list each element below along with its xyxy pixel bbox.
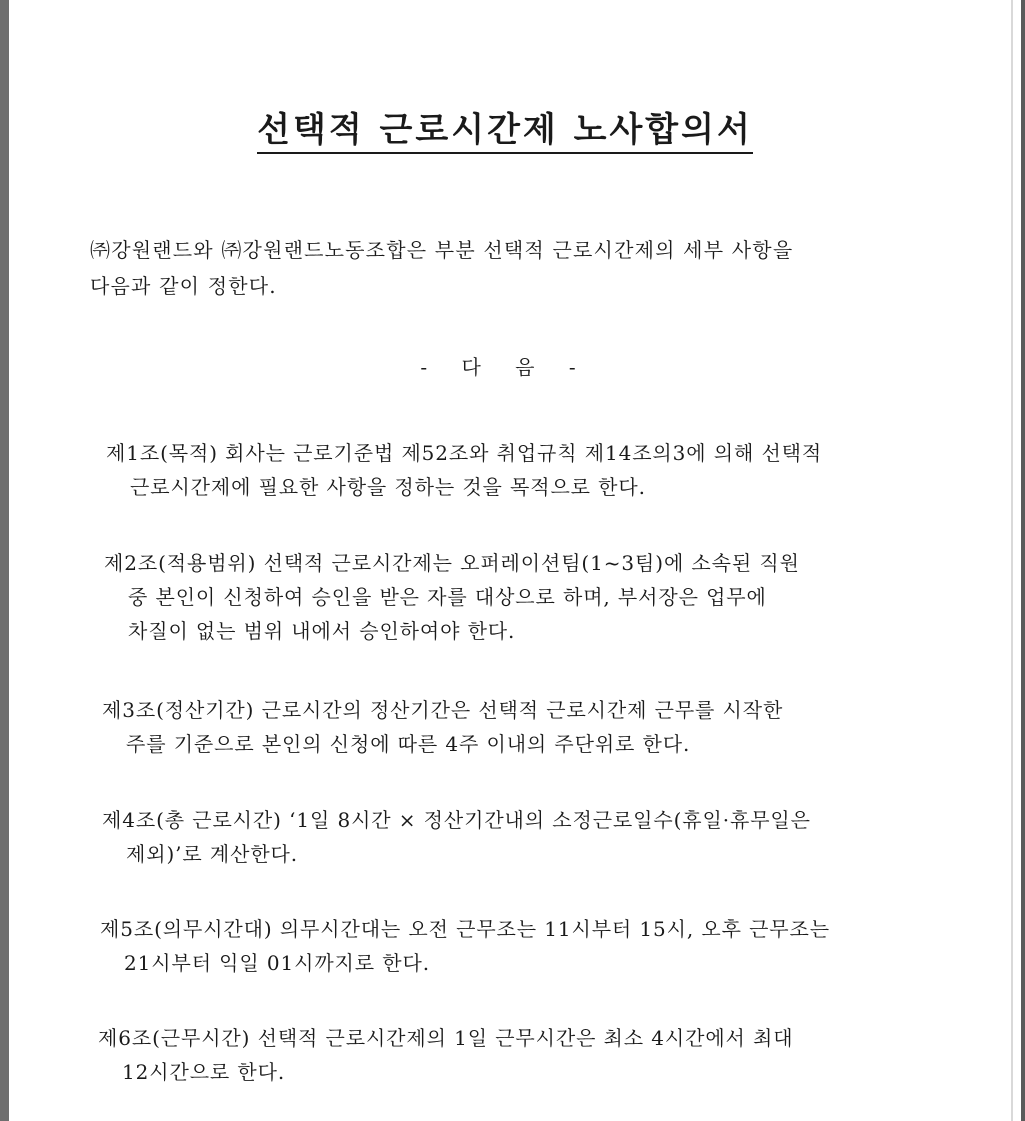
article-5: [100, 912, 900, 980]
article-1-line-2: 근로시간제에 필요한 사항을 정하는 것을 목적으로 한다.: [130, 475, 646, 499]
article-2-line-2: 중 본인이 신청하여 승인을 받은 자를 대상으로 하며, 부서장은 업무에: [128, 585, 767, 609]
article-4: [102, 803, 902, 871]
intro-line-2: 다음과 같이 정한다.: [90, 274, 277, 298]
article-1: [106, 436, 906, 504]
article-6-line-1: 제6조(근무시간) 선택적 근로시간제의 1일 근무시간은 최소 4시간에서 최대: [98, 1026, 794, 1050]
intro-paragraph: [90, 232, 920, 304]
article-3-line-1: 제3조(정산기간) 근로시간의 정산기간은 선택적 근로시간제 근무를 시작한: [102, 698, 784, 722]
article-1-line-1: 제1조(목적) 회사는 근로기준법 제52조와 취업규칙 제14조의3에 의해 선택적: [106, 441, 823, 465]
article-3-line-2: 주를 기준으로 본인의 신청에 따른 4주 이내의 주단위로 한다.: [126, 732, 691, 756]
article-5-line-1: 제5조(의무시간대) 의무시간대는 오전 근무조는 11시부터 15시, 오후 근무조는: [100, 917, 830, 941]
document-title-wrap: [0, 108, 1010, 154]
article-5-line-2: 21시부터 익일 01시까지로 한다.: [124, 951, 430, 975]
article-2-line-3: 차질이 없는 범위 내에서 승인하여야 한다.: [128, 619, 516, 643]
intro-line-1: ㈜강원랜드와 ㈜강원랜드노동조합은 부분 선택적 근로시간제의 세부 사항을: [90, 238, 794, 262]
separator-heading: - 다 음 -: [420, 355, 590, 379]
article-6: [98, 1021, 898, 1089]
article-4-line-2: 제외)’로 계산한다.: [126, 842, 299, 866]
article-2: [104, 546, 904, 648]
article-3: [102, 693, 902, 761]
article-4-line-1: 제4조(총 근로시간) ‘1일 8시간 × 정산기간내의 소정근로일수(휴일·휴무일은: [102, 808, 811, 832]
article-6-line-2: 12시간으로 한다.: [122, 1060, 286, 1084]
article-2-line-1: 제2조(적용범위) 선택적 근로시간제는 오퍼레이션팀(1~3팀)에 소속된 직원: [104, 551, 800, 575]
document-title: 선택적 근로시간제 노사합의서: [257, 108, 753, 154]
